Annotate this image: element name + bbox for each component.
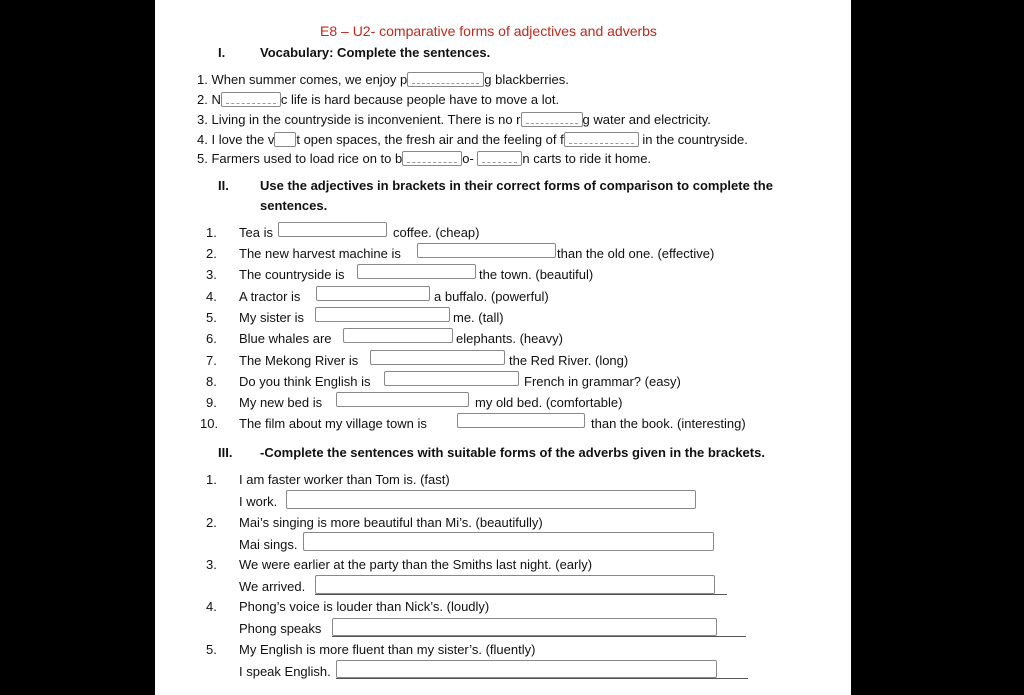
adj-item-before: A tractor is bbox=[239, 289, 301, 304]
answer-box[interactable] bbox=[336, 660, 717, 678]
item-text-after: g water and electricity. bbox=[582, 112, 711, 127]
blank-2[interactable] bbox=[221, 92, 281, 107]
adj-item-number: 2. bbox=[206, 246, 217, 261]
item-text-after: g blackberries. bbox=[484, 72, 569, 87]
adj-item-number: 4. bbox=[206, 289, 217, 304]
vocab-item-5 bbox=[197, 151, 651, 167]
answer-box[interactable] bbox=[286, 490, 696, 509]
answer-underline bbox=[315, 594, 727, 595]
adv-item-sentence: I am faster worker than Tom is. (fast) bbox=[239, 472, 450, 487]
blank-5b[interactable] bbox=[477, 151, 522, 166]
item-text-after: n carts to ride it home. bbox=[522, 151, 652, 166]
answer-box[interactable] bbox=[343, 328, 453, 343]
item-text-before: When summer comes, we enjoy p bbox=[211, 72, 408, 87]
item-number: 5. bbox=[197, 151, 208, 166]
adv-item-number: 1. bbox=[206, 472, 217, 487]
adv-item-number: 2. bbox=[206, 515, 217, 530]
item-text-middle: t open spaces, the fresh air and the feeling of f bbox=[296, 132, 564, 147]
vocab-item-4 bbox=[197, 132, 748, 148]
item-text-after: in the countryside. bbox=[642, 132, 748, 147]
item-number: 3. bbox=[197, 112, 208, 127]
answer-underline bbox=[336, 678, 748, 679]
adj-item-number: 9. bbox=[206, 395, 217, 410]
adj-item-before: The countryside is bbox=[239, 267, 345, 282]
section1-numeral: I. bbox=[218, 45, 226, 60]
blank-3[interactable] bbox=[521, 112, 583, 127]
item-text-before: N bbox=[211, 92, 221, 107]
item-text-before: Living in the countryside is inconvenient. There is no r bbox=[211, 112, 521, 127]
section2-heading-line1: Use the adjectives in brackets in their correct forms of comparison to complete the bbox=[260, 178, 773, 193]
answer-box[interactable] bbox=[384, 371, 519, 386]
blank-4a[interactable] bbox=[274, 132, 296, 147]
adv-item-sentence: Phong’s voice is louder than Nick’s. (loudly) bbox=[239, 599, 490, 614]
item-number: 4. bbox=[197, 132, 208, 147]
adj-item-after: the town. (beautiful) bbox=[479, 267, 594, 282]
adj-item-after: me. (tall) bbox=[453, 310, 504, 325]
section3-numeral: III. bbox=[218, 445, 233, 460]
adv-item-prompt: Phong speaks bbox=[239, 621, 322, 636]
adv-item-prompt: We arrived. bbox=[239, 579, 306, 594]
adj-item-after: the Red River. (long) bbox=[509, 353, 629, 368]
item-text-before: Farmers used to load rice on to b bbox=[211, 151, 403, 166]
adv-item-sentence: We were earlier at the party than the Smiths last night. (early) bbox=[239, 557, 593, 572]
adj-item-number: 3. bbox=[206, 267, 217, 282]
adv-item-sentence: Mai’s singing is more beautiful than Mi’s. (beautifully) bbox=[239, 515, 543, 530]
adj-item-before: My sister is bbox=[239, 310, 304, 325]
worksheet-title: E8 – U2- comparative forms of adjectives and adverbs bbox=[320, 23, 657, 39]
blank-5a[interactable] bbox=[402, 151, 462, 166]
adj-item-before: The Mekong River is bbox=[239, 353, 359, 368]
adv-item-number: 3. bbox=[206, 557, 217, 572]
adj-item-after: a buffalo. (powerful) bbox=[434, 289, 549, 304]
item-number: 1. bbox=[197, 72, 208, 87]
section3-heading: -Complete the sentences with suitable forms of the adverbs given in the brackets. bbox=[260, 445, 765, 460]
answer-box[interactable] bbox=[332, 618, 717, 636]
adj-item-after: than the old one. (effective) bbox=[557, 246, 715, 261]
adv-item-number: 4. bbox=[206, 599, 217, 614]
section2-heading-line2: sentences. bbox=[260, 198, 328, 213]
answer-box[interactable] bbox=[316, 286, 430, 301]
answer-box[interactable] bbox=[457, 413, 585, 428]
adv-item-sentence: My English is more fluent than my sister’s. (fluently) bbox=[239, 642, 536, 657]
vocab-item-3 bbox=[197, 112, 711, 128]
answer-box[interactable] bbox=[417, 243, 556, 258]
answer-box[interactable] bbox=[315, 307, 450, 322]
adj-item-number: 1. bbox=[206, 225, 217, 240]
section2-numeral: II. bbox=[218, 178, 229, 193]
answer-box[interactable] bbox=[315, 575, 715, 594]
adv-item-prompt: I speak English. bbox=[239, 664, 331, 679]
adj-item-number: 7. bbox=[206, 353, 217, 368]
blank-1[interactable] bbox=[407, 72, 484, 87]
adj-item-after: French in grammar? (easy) bbox=[524, 374, 681, 389]
item-text-after: c life is hard because people have to move a lot. bbox=[280, 92, 560, 107]
adv-item-prompt: Mai sings. bbox=[239, 537, 298, 552]
vocab-item-1 bbox=[197, 72, 569, 88]
worksheet-page bbox=[155, 0, 851, 695]
adv-item-number: 5. bbox=[206, 642, 217, 657]
answer-box[interactable] bbox=[303, 532, 714, 551]
adj-item-number: 5. bbox=[206, 310, 217, 325]
answer-box[interactable] bbox=[336, 392, 469, 407]
adj-item-before: Do you think English is bbox=[239, 374, 371, 389]
blank-4b[interactable] bbox=[564, 132, 639, 147]
adj-item-after: than the book. (interesting) bbox=[591, 416, 746, 431]
adj-item-after: coffee. (cheap) bbox=[393, 225, 480, 240]
answer-underline bbox=[332, 636, 746, 637]
vocab-item-2 bbox=[197, 92, 559, 108]
item-text-middle: o- bbox=[462, 151, 474, 166]
item-text-before: I love the v bbox=[211, 132, 275, 147]
adj-item-before: The new harvest machine is bbox=[239, 246, 401, 261]
adj-item-before: The film about my village town is bbox=[239, 416, 427, 431]
adj-item-after: my old bed. (comfortable) bbox=[475, 395, 623, 410]
adj-item-after: elephants. (heavy) bbox=[456, 331, 563, 346]
adj-item-number: 10. bbox=[200, 416, 219, 431]
adj-item-number: 8. bbox=[206, 374, 217, 389]
answer-box[interactable] bbox=[278, 222, 387, 237]
adj-item-before: Blue whales are bbox=[239, 331, 332, 346]
adj-item-number: 6. bbox=[206, 331, 217, 346]
answer-box[interactable] bbox=[370, 350, 505, 365]
adv-item-prompt: I work. bbox=[239, 494, 278, 509]
adj-item-before: Tea is bbox=[239, 225, 273, 240]
adj-item-before: My new bed is bbox=[239, 395, 323, 410]
item-number: 2. bbox=[197, 92, 208, 107]
answer-box[interactable] bbox=[357, 264, 476, 279]
section1-heading: Vocabulary: Complete the sentences. bbox=[260, 45, 491, 60]
